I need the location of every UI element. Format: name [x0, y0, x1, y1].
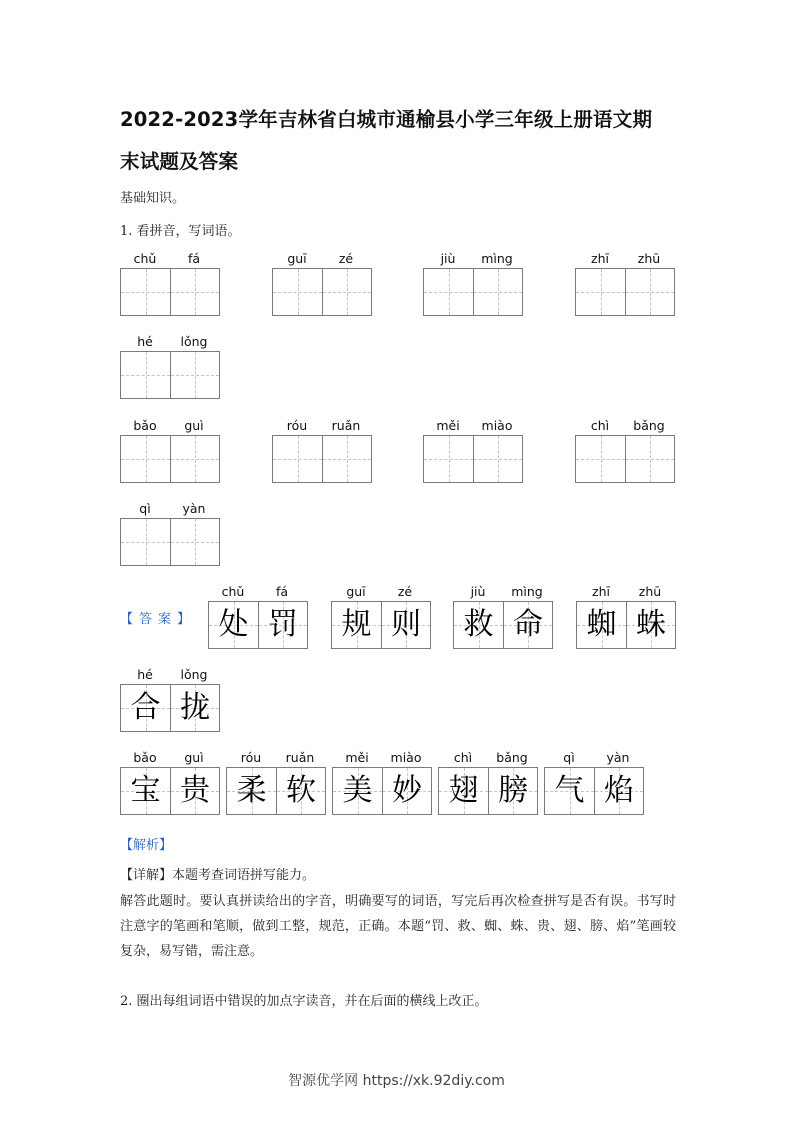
writing-tianzige[interactable]: [272, 435, 372, 483]
answer-character: 软: [286, 773, 316, 808]
question-1: 1. 看拼音，写词语。: [120, 224, 241, 239]
answer-cell: [121, 768, 170, 814]
writing-cell[interactable]: [424, 436, 473, 482]
pinyin-label: miào: [390, 750, 422, 765]
word-block: [272, 418, 372, 484]
writing-cell[interactable]: [473, 436, 522, 482]
pinyin-label: zé: [397, 584, 413, 599]
answer-tianzige: [453, 601, 553, 649]
pinyin-row: [120, 334, 220, 350]
writing-cell[interactable]: [473, 269, 522, 315]
writing-tianzige[interactable]: [120, 268, 220, 316]
word-block: [120, 750, 220, 816]
pinyin-row: [331, 584, 431, 600]
detail-text: 【详解】本题考查词语拼写能力。: [120, 868, 316, 883]
answer-cell: [503, 602, 552, 648]
pinyin-label: bǎng: [633, 418, 665, 433]
answer-character: 美: [342, 773, 373, 808]
pinyin-label: chǔ: [221, 584, 245, 599]
footer-watermark: 智源优学网 https://xk.92diy.com: [288, 1073, 505, 1089]
word-block: [576, 584, 676, 650]
pinyin-row: [120, 501, 220, 517]
answer-cell: [626, 602, 675, 648]
answer-character: 蜘: [586, 607, 617, 642]
pinyin-label: zhū: [637, 251, 661, 266]
question-2: 2. 圈出每组词语中错误的加点字读音，并在后面的横线上改正。: [120, 994, 488, 1009]
writing-cell[interactable]: [424, 269, 473, 315]
answer-cell: [545, 768, 594, 814]
pinyin-row: [120, 251, 220, 267]
analysis-label: 【解析】: [120, 838, 173, 853]
writing-cell[interactable]: [625, 269, 674, 315]
answer-character: 规: [341, 607, 372, 642]
writing-cell[interactable]: [576, 436, 625, 482]
pinyin-label: lǒng: [180, 667, 208, 682]
pinyin-label: fá: [275, 584, 289, 599]
word-block: [423, 251, 523, 317]
answer-tianzige: [332, 767, 432, 815]
answer-cell: [333, 768, 382, 814]
writing-tianzige[interactable]: [575, 435, 675, 483]
writing-tianzige[interactable]: [272, 268, 372, 316]
pinyin-row: [120, 667, 220, 683]
answer-cell: [170, 768, 219, 814]
answer-character: 贵: [180, 773, 210, 808]
pinyin-row: [332, 750, 432, 766]
answer-cell: [488, 768, 537, 814]
answer-cell: [382, 768, 431, 814]
pinyin-label: qì: [563, 750, 575, 765]
pinyin-label: zhī: [592, 584, 610, 599]
pinyin-row: [120, 750, 220, 766]
pinyin-row: [423, 251, 523, 267]
pinyin-row: [423, 418, 523, 434]
pinyin-label: zhū: [638, 584, 662, 599]
pinyin-row: [438, 750, 538, 766]
pinyin-row: [120, 418, 220, 434]
pinyin-row: [576, 584, 676, 600]
answer-character: 妙: [392, 773, 422, 808]
writing-cell[interactable]: [170, 519, 219, 565]
word-block: [226, 750, 326, 816]
answer-character: 膀: [498, 773, 528, 808]
answer-cell: [227, 768, 276, 814]
pinyin-label: chǔ: [133, 251, 157, 266]
writing-cell[interactable]: [273, 269, 322, 315]
word-block: [120, 418, 220, 484]
title-line-1: 2022-2023学年吉林省白城市通榆县小学三年级上册语文期: [120, 108, 653, 131]
answer-character: 焰: [604, 773, 634, 808]
pinyin-label: guī: [346, 584, 366, 599]
answer-tianzige: [331, 601, 431, 649]
word-block: [453, 584, 553, 650]
pinyin-row: [272, 251, 372, 267]
pinyin-label: chì: [453, 750, 473, 765]
pinyin-label: bǎo: [133, 750, 157, 765]
writing-tianzige[interactable]: [120, 351, 220, 399]
word-block: [332, 750, 432, 816]
answer-character: 拢: [180, 690, 210, 725]
pinyin-label: fá: [187, 251, 201, 266]
pinyin-label: hé: [137, 667, 153, 682]
title-line-2: 末试题及答案: [120, 150, 239, 173]
pinyin-label: bǎo: [133, 418, 157, 433]
pinyin-label: zé: [338, 251, 354, 266]
pinyin-label: zhī: [591, 251, 609, 266]
pinyin-row: [575, 251, 675, 267]
answer-tianzige: [438, 767, 538, 815]
pinyin-label: chì: [590, 418, 610, 433]
writing-tianzige[interactable]: [423, 435, 523, 483]
answer-character: 则: [391, 607, 421, 642]
answer-character: 处: [218, 607, 249, 642]
pinyin-label: mìng: [511, 584, 543, 599]
answer-character: 翅: [448, 773, 479, 808]
answer-cell: [439, 768, 488, 814]
answer-character: 蛛: [636, 607, 666, 642]
writing-cell[interactable]: [322, 436, 371, 482]
answer-cell: [276, 768, 325, 814]
writing-cell[interactable]: [170, 269, 219, 315]
answer-character: 救: [463, 607, 494, 642]
pinyin-label: qì: [139, 501, 151, 516]
pinyin-label: ruǎn: [331, 418, 361, 433]
answer-cell: [209, 602, 258, 648]
answer-cell: [594, 768, 643, 814]
answer-character: 柔: [236, 773, 267, 808]
answer-tianzige: [120, 684, 220, 732]
answer-tianzige: [544, 767, 644, 815]
writing-cell[interactable]: [121, 352, 170, 398]
pinyin-row: [453, 584, 553, 600]
writing-tianzige[interactable]: [120, 435, 220, 483]
answer-label: 【答案】: [120, 612, 197, 627]
writing-cell[interactable]: [273, 436, 322, 482]
answer-cell: [577, 602, 626, 648]
word-block: [438, 750, 538, 816]
answer-character: 宝: [130, 773, 161, 808]
pinyin-label: guì: [184, 750, 204, 765]
word-block: [272, 251, 372, 317]
writing-cell[interactable]: [322, 269, 371, 315]
answer-tianzige: [226, 767, 326, 815]
writing-cell[interactable]: [121, 269, 170, 315]
pinyin-row: [575, 418, 675, 434]
writing-cell[interactable]: [170, 352, 219, 398]
writing-cell[interactable]: [121, 436, 170, 482]
pinyin-label: róu: [240, 750, 262, 765]
answer-cell: [381, 602, 430, 648]
word-block: [120, 251, 220, 317]
answer-cell: [258, 602, 307, 648]
writing-cell[interactable]: [121, 519, 170, 565]
pinyin-label: ruǎn: [285, 750, 315, 765]
answer-character: 罚: [268, 607, 298, 642]
writing-tianzige[interactable]: [120, 518, 220, 566]
pinyin-label: jiù: [470, 584, 486, 599]
word-block: [120, 667, 220, 733]
pinyin-row: [208, 584, 308, 600]
explanation-paragraph: 解答此题时。要认真拼读给出的字音，明确要写的词语，写完后再次检查拼写是否有误。书写时注意字的笔画和笔顺，做到工整，规范，正确。本题“罚、救、蜘、蛛、贵、翅、膀、焰”笔画较复杂，易写错，需注意。: [120, 894, 676, 959]
pinyin-label: róu: [286, 418, 308, 433]
word-block: [575, 418, 675, 484]
pinyin-label: hé: [137, 334, 153, 349]
writing-tianzige[interactable]: [423, 268, 523, 316]
pinyin-label: jiù: [440, 251, 456, 266]
answer-tianzige: [120, 767, 220, 815]
answer-character: 气: [554, 773, 585, 808]
pinyin-label: měi: [345, 750, 369, 765]
pinyin-row: [226, 750, 326, 766]
word-block: [331, 584, 431, 650]
section-heading: 基础知识。: [120, 191, 186, 206]
pinyin-label: guì: [184, 418, 204, 433]
writing-tianzige[interactable]: [575, 268, 675, 316]
pinyin-label: miào: [481, 418, 513, 433]
answer-cell: [121, 685, 170, 731]
answer-tianzige: [576, 601, 676, 649]
answer-character: 合: [130, 690, 161, 725]
answer-tianzige: [208, 601, 308, 649]
word-block: [120, 334, 220, 400]
pinyin-label: měi: [436, 418, 460, 433]
answer-cell: [170, 685, 219, 731]
pinyin-label: yàn: [182, 501, 206, 516]
word-block: [544, 750, 644, 816]
answer-character: 命: [513, 607, 543, 642]
word-block: [423, 418, 523, 484]
pinyin-row: [544, 750, 644, 766]
writing-cell[interactable]: [170, 436, 219, 482]
pinyin-label: guī: [287, 251, 307, 266]
pinyin-row: [272, 418, 372, 434]
word-block: [120, 501, 220, 567]
pinyin-label: bǎng: [496, 750, 528, 765]
pinyin-label: mìng: [481, 251, 513, 266]
word-block: [575, 251, 675, 317]
answer-cell: [454, 602, 503, 648]
answer-cell: [332, 602, 381, 648]
writing-cell[interactable]: [625, 436, 674, 482]
pinyin-label: lǒng: [180, 334, 208, 349]
word-block: [208, 584, 308, 650]
pinyin-label: yàn: [606, 750, 630, 765]
writing-cell[interactable]: [576, 269, 625, 315]
